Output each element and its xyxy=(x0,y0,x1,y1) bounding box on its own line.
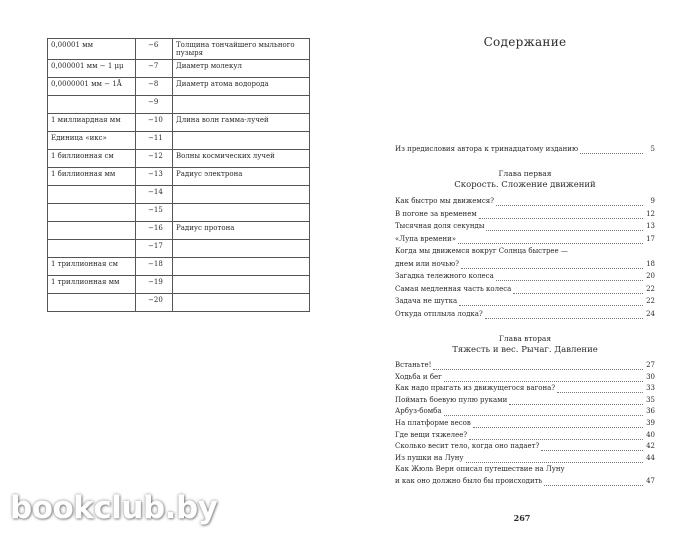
dot-leader xyxy=(444,375,643,382)
toc-entry-text: Поймать боевую пулю руками xyxy=(395,395,508,404)
value-cell: 0,0000001 мм − 1Å xyxy=(48,78,136,96)
toc-entry-page: 17 xyxy=(646,234,655,243)
scale-table xyxy=(47,38,310,312)
table-row xyxy=(48,78,310,96)
value-cell: 1 триллионная см xyxy=(48,258,136,276)
toc-entry-text: Ходьба и бег xyxy=(395,372,442,381)
toc-entry-page: 13 xyxy=(646,222,655,230)
description-cell xyxy=(173,204,310,222)
table-row xyxy=(48,60,310,78)
contents-title: Содержание xyxy=(483,35,567,49)
toc-entry xyxy=(395,373,655,382)
toc-entry-text: Задача не шутка xyxy=(395,297,458,305)
toc-entry-page: 27 xyxy=(646,361,655,369)
toc-entry-page: 30 xyxy=(646,372,655,381)
dot-leader xyxy=(466,456,643,463)
toc-entry xyxy=(395,310,655,319)
toc-entry-text: Самая медленная часть колеса xyxy=(395,284,512,293)
dot-leader xyxy=(496,274,643,281)
toc-entry-page: 20 xyxy=(646,272,655,280)
description-cell: Радиус протона xyxy=(173,222,310,240)
exponent-cell: −9 xyxy=(136,96,173,114)
toc-entry xyxy=(395,431,655,440)
description-cell: Толщина тончайшего мыльного пузыря xyxy=(173,39,310,60)
toc-entry-page: 47 xyxy=(646,477,655,485)
toc-entry-page: 33 xyxy=(646,384,655,393)
toc-entry-page: 40 xyxy=(646,430,655,439)
toc-entry xyxy=(395,407,655,416)
chapter-1-label: Глава первая xyxy=(498,169,552,178)
value-cell xyxy=(48,240,136,258)
exponent-cell: −20 xyxy=(136,294,173,312)
toc-entry-page: 18 xyxy=(646,259,655,268)
dot-leader xyxy=(544,479,643,486)
toc-entry-text: На платформе весов xyxy=(395,419,471,427)
table-row xyxy=(48,150,310,168)
value-cell xyxy=(48,96,136,114)
dot-leader xyxy=(541,444,643,451)
toc-entry-page: 36 xyxy=(646,407,655,416)
toc-entry xyxy=(395,210,655,219)
dot-leader xyxy=(469,433,643,440)
chapter-1-title: Скорость. Сложение движений xyxy=(454,180,596,190)
table-row xyxy=(48,276,310,294)
toc-entry-page: 35 xyxy=(646,395,655,404)
table-row xyxy=(48,258,310,276)
table-row xyxy=(48,186,310,204)
description-cell xyxy=(173,186,310,204)
toc-entry xyxy=(395,396,655,405)
description-cell: Волны космических лучей xyxy=(173,150,310,168)
toc-entry-text: Где вещи тяжелее? xyxy=(395,430,468,439)
table-row xyxy=(48,114,310,132)
toc-entry-preface: Из предисловия автора к тринадцатому изданию 5 xyxy=(395,145,655,153)
toc-entry xyxy=(395,419,655,428)
exponent-cell: −15 xyxy=(136,204,173,222)
toc-entry-text: Как быстро мы движемся? xyxy=(395,197,494,205)
toc-entry-text: В погоне за временем xyxy=(395,209,477,218)
toc-entry xyxy=(395,477,655,486)
dot-leader xyxy=(461,262,643,269)
dot-leader xyxy=(433,363,643,370)
toc-entry-text: Арбуз-бомба xyxy=(395,407,442,416)
value-cell: 1 биллионная мм xyxy=(48,168,136,186)
value-cell xyxy=(48,222,136,240)
toc-entry-text: Как надо прыгать из движущегося вагона? xyxy=(395,384,556,393)
table-row xyxy=(48,222,310,240)
exponent-cell: −14 xyxy=(136,186,173,204)
value-cell: Единица «икс» xyxy=(48,132,136,150)
watermark-logo: bookclub.by xyxy=(10,490,218,526)
value-cell: 0,00001 мм xyxy=(48,39,136,60)
table-row xyxy=(48,168,310,186)
table-row xyxy=(48,132,310,150)
toc-entry xyxy=(395,197,655,206)
description-cell: Радиус электрона xyxy=(173,168,310,186)
chapter-2-label: Глава вторая xyxy=(498,334,552,343)
description-cell xyxy=(173,276,310,294)
dot-leader xyxy=(486,224,643,231)
toc-entry-page: 22 xyxy=(646,297,655,305)
dot-leader xyxy=(557,386,643,393)
description-cell xyxy=(173,96,310,114)
description-cell: Длина волн гамма-лучей xyxy=(173,114,310,132)
table-row xyxy=(48,96,310,114)
exponent-cell: −7 xyxy=(136,60,173,78)
toc-entry xyxy=(395,235,655,244)
toc-entry xyxy=(395,297,655,306)
exponent-cell: −13 xyxy=(136,168,173,186)
table-row xyxy=(48,39,310,60)
toc-entry-page: 22 xyxy=(646,284,655,293)
exponent-cell: −10 xyxy=(136,114,173,132)
toc-entry-text: Тысячная доля секунды xyxy=(395,222,485,230)
exponent-cell: −11 xyxy=(136,132,173,150)
dot-leader xyxy=(496,199,643,206)
page-number: 267 xyxy=(513,513,531,523)
toc-entry-text: днем или ночью? xyxy=(395,259,459,268)
exponent-cell: −16 xyxy=(136,222,173,240)
exponent-cell: −18 xyxy=(136,258,173,276)
toc-entry xyxy=(395,272,655,281)
toc-entry xyxy=(395,361,655,370)
toc-entry xyxy=(395,260,655,269)
dot-leader xyxy=(509,398,643,405)
description-cell xyxy=(173,294,310,312)
toc-entry: Когда мы движемся вокруг Солнца быстрее — xyxy=(395,247,568,255)
value-cell xyxy=(48,204,136,222)
toc-entry xyxy=(395,454,655,463)
description-cell xyxy=(173,258,310,276)
dot-leader xyxy=(479,212,643,219)
toc-entry-page: 9 xyxy=(650,197,655,205)
table-row xyxy=(48,204,310,222)
description-cell xyxy=(173,240,310,258)
exponent-cell: −17 xyxy=(136,240,173,258)
table-row xyxy=(48,240,310,258)
toc-entry-text: «Лупа времени» xyxy=(395,234,457,243)
exponent-cell: −8 xyxy=(136,78,173,96)
toc-entry-text: Сколько весит тело, когда оно падает? xyxy=(395,442,540,451)
dot-leader xyxy=(459,299,643,306)
toc-entry xyxy=(395,384,655,393)
toc-entry-text: Из пушки на Луну xyxy=(395,453,464,462)
dot-leader xyxy=(513,287,643,294)
chapter-2-title: Тяжесть и вес. Рычаг. Давление xyxy=(452,345,598,355)
dot-leader xyxy=(473,421,643,428)
value-cell: 1 биллионная см xyxy=(48,150,136,168)
dot-leader xyxy=(444,409,643,416)
toc-entry-text: и как оно должно было бы происходить xyxy=(395,477,543,485)
toc-entry-page: 44 xyxy=(646,453,655,462)
exponent-cell: −19 xyxy=(136,276,173,294)
toc-entry-text: Встаньте! xyxy=(395,361,432,369)
value-cell: 0,000001 мм − 1 μμ xyxy=(48,60,136,78)
description-cell: Диаметр молекул xyxy=(173,60,310,78)
value-cell xyxy=(48,186,136,204)
toc-entry-page: 12 xyxy=(646,209,655,218)
toc-entry: Как Жюль Верн описал путешествие на Луну xyxy=(395,465,565,474)
toc-entry-text: Загадка тележного колеса xyxy=(395,272,494,280)
toc-entry xyxy=(395,222,655,231)
toc-entry xyxy=(395,285,655,294)
dot-leader xyxy=(458,237,643,244)
toc-entry xyxy=(395,442,655,451)
table-row xyxy=(48,294,310,312)
toc-entry-page: 24 xyxy=(646,309,655,318)
exponent-cell: −12 xyxy=(136,150,173,168)
toc-entry-page: 39 xyxy=(646,419,655,427)
value-cell xyxy=(48,294,136,312)
toc-entry-page: 42 xyxy=(646,442,655,451)
dot-leader xyxy=(485,312,643,319)
exponent-cell: −6 xyxy=(136,39,173,60)
description-cell: Диаметр атома водорода xyxy=(173,78,310,96)
toc-entry-text: Откуда отплыла лодка? xyxy=(395,309,483,318)
description-cell xyxy=(173,132,310,150)
value-cell: 1 триллионная мм xyxy=(48,276,136,294)
value-cell: 1 миллиардная мм xyxy=(48,114,136,132)
